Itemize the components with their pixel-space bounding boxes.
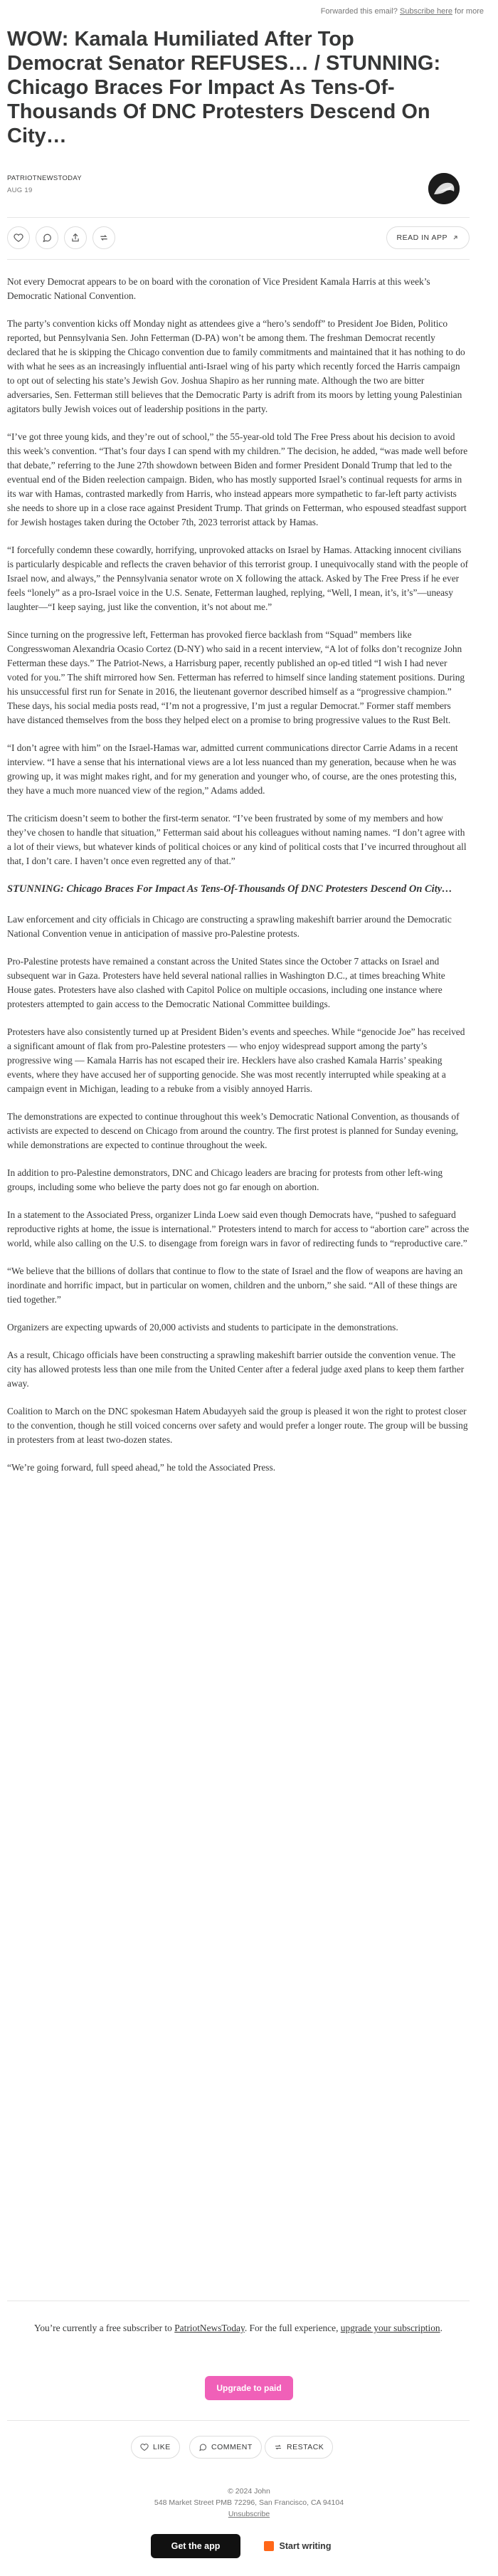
- footer-comment-button[interactable]: [189, 2436, 262, 2459]
- footer-restack-label: RESTACK: [287, 2443, 324, 2451]
- copyright-block: [0, 2486, 498, 2520]
- paragraph: Coalition to March on the DNC spokesman Hatem Abudayyeh said the group is pleased it won the right to protest closer to the convention, though he still voiced concerns over safety and would prefer a longer route. The group will be bussing in protesters from at least two-dozen states.: [7, 1406, 468, 1445]
- forward-notice: [321, 7, 484, 16]
- paragraph: Since turning on the progressive left, Fetterman has provoked fierce backlash from “Squad” members like Congresswoman Alexandria Ocasio Cortez (D-NY) who said in a recent interview, “A lot of folks don’t recognize John Fetterman these days.” The Patriot-News, a Harrisburg paper, recently published an op-ed titled “I wish I had never voted for you.” The shift mirrored how Sen. Fetterman has referred to himself since landing statement positions. During his unsuccessful first run for Senate in 2016, the lieutenant governor described himself as a “progressive champion.” These days, his social media posts read, “I’m not a progressive, I’m just a regular Democrat.” Former staff members have distanced themselves from the boss they helped elect on a promise to bring progressive values to the Rust Belt.: [7, 629, 465, 725]
- paragraph: Law enforcement and city officials in Chicago are constructing a sprawling makeshift barrier around the Democratic National Convention venue in anticipation of massive pro-Palestine protests.: [7, 914, 452, 939]
- restack-icon: [274, 2443, 282, 2451]
- footer-comment-label: COMMENT: [211, 2443, 253, 2451]
- heart-icon: [140, 2443, 149, 2451]
- heart-icon: [14, 233, 23, 243]
- divider: [7, 2420, 470, 2421]
- start-writing-label: Start writing: [279, 2541, 332, 2551]
- paragraph: The criticism doesn’t seem to bother the first-term senator. “I’ve been frustrated by some of my members and how they’ve chosen to handle that situation,” Fetterman said about his colleagues without naming names. “I don’t agree with a lot of their views, but whatever kinds of political choices or any kind of political costs that I’ve incurred throughout all that, I don’t care. I haven’t once even regretted any of that.”: [7, 813, 467, 866]
- comment-icon: [42, 233, 52, 243]
- divider: [7, 217, 470, 218]
- publication-link[interactable]: PatriotNewsToday: [174, 2323, 245, 2333]
- get-app-button[interactable]: Get the app: [151, 2534, 240, 2558]
- paragraph: Protesters have also consistently turned up at President Biden’s events and speeches. While “genocide Joe” has received a significant amount of flak from pro-Palestine protesters — who enjoy widespread support among the party’s progressive wing — Kamala Harris has not escaped their ire. Hecklers have also crashed Kamala Harris’ speaking events, where they have accused her of supporting genocide. She was most recently interrupted while speaking at a campaign event in Michigan, leading to a rebuke from a visibly annoyed Harris.: [7, 1026, 465, 1094]
- paragraph: In a statement to the Associated Press, organizer Linda Loew said even though Democrats have, “pushed to safeguard reproductive rights at home, the issue is international.” Protesters intend to march for access to “abortion care” across the world, while also calling on the U.S. to disengage from foreign wars in favor of redirecting funds to “reproductive care.”: [7, 1209, 470, 1248]
- mailing-address: 548 Market Street PMB 72296, San Francisco, CA 94104: [154, 2498, 344, 2507]
- arrow-out-icon: [452, 234, 459, 241]
- post-body: [7, 275, 470, 1488]
- footer-restack-button[interactable]: [265, 2436, 333, 2459]
- subscribe-link[interactable]: Subscribe here: [399, 7, 452, 16]
- share-button[interactable]: [64, 226, 87, 249]
- note-suffix: .: [440, 2323, 443, 2333]
- paragraph: “We believe that the billions of dollars that continue to flow to the state of Israel and the flow of weapons are having an inordinate and horrific impact, but in particular on women, children and the unborn,” she said. “All of these things are tied together.”: [7, 1266, 463, 1305]
- divider: [7, 259, 470, 260]
- author-avatar[interactable]: [428, 173, 460, 204]
- post-actions: [7, 226, 470, 252]
- unsubscribe-link[interactable]: Unsubscribe: [228, 2510, 270, 2518]
- post-author[interactable]: PATRIOTNEWSTODAY: [7, 174, 82, 182]
- restack-icon: [99, 233, 109, 243]
- forward-suffix: for more: [452, 7, 484, 16]
- note-prefix: You’re currently a free subscriber to: [34, 2323, 175, 2333]
- restack-button[interactable]: [92, 226, 115, 249]
- upgrade-link[interactable]: upgrade your subscription: [340, 2323, 440, 2333]
- paragraph: “I forcefully condemn these cowardly, horrifying, unprovoked attacks on Israel by Hamas. Attacking innocent civilians is particularly despicable and reflects the craven behavior of this terrorist group. I unequivocally stand with the people of Israel now, and always,” the Pennsylvania senator wrote on X following the attack. Asked by The Free Press if he ever feels “lonely” as a pro-Israel voice in the U.S. Senate, Fetterman laughed, replying, “Well, I mean, it’s, it’s”—uneasy laughter—“I keep saying, just like the convention, it’s not about me.”: [7, 545, 469, 612]
- comment-icon: [198, 2443, 207, 2451]
- subscriber-note: [7, 2320, 470, 2335]
- paragraph: Pro-Palestine protests have remained a constant across the United States since the October 7 attacks on Israel and subsequent war in Gaza. Protesters have held several national rallies in Washington D.C., at times breaching White House gates. Protesters have also clashed with Capitol Police on multiple occasions, including one instance where protesters attempted to gain access to the Democratic National Committee buildings.: [7, 956, 445, 1009]
- read-in-app-label: READ IN APP: [396, 233, 447, 242]
- substack-logo-icon: [264, 2541, 274, 2551]
- paragraph: “I don’t agree with him” on the Israel-Hamas war, admitted current communications director Carrie Adams in a recent interview. “I have a sense that his international views are a lot less nuanced than my generation, because when he was growing up, it was might makes right, and for my generation and younger who, of course, are the ones protesting this, they have a much more nuanced view of the region,” Adams added.: [7, 742, 458, 796]
- note-mid: . For the full experience,: [244, 2323, 341, 2333]
- paragraph: Organizers are expecting upwards of 20,000 activists and students to participate in the demonstrations.: [7, 1322, 398, 1332]
- paragraph: The party’s convention kicks off Monday night as attendees give a “hero’s sendoff” to President Joe Biden, Politico reported, but Pennsylvania Sen. John Fetterman (D-PA) won’t be among them. The freshman Democrat recently declared that he is skipping the Chicago convention due to family commitments and maintained that it has nothing to do with what he sees as an increasingly influential anti-Israel wing of his party which recently forced the Harris campaign to opt out of selecting his state’s Jewish Gov. Joshua Shapiro as her running mate. Although the two are bitter adversaries, Sen. Fetterman still believes that the Democratic Party is adrift from its moors by letting young Palestinian agitators bully Jewish voices out of leadership positions in the party.: [7, 318, 465, 414]
- paragraph: Not every Democrat appears to be on board with the coronation of Vice President Kamala Harris at this week’s Democratic National Convention.: [7, 276, 430, 301]
- copyright-text: © 2024 John: [228, 2487, 270, 2496]
- upgrade-button[interactable]: Upgrade to paid: [205, 2376, 293, 2400]
- post-date: AUG 19: [7, 186, 33, 194]
- subheading: STUNNING: Chicago Braces For Impact As Tens-Of-Thousands Of DNC Protesters Descend On City…: [7, 883, 452, 895]
- comment-button[interactable]: [36, 226, 58, 249]
- paragraph: As a result, Chicago officials have been constructing a sprawling makeshift barrier outside the convention venue. The city has allowed protests less than one mile from the United Center after a federal judge axed plans to keep them farther away.: [7, 1350, 465, 1389]
- footer-actions: [0, 2436, 498, 2459]
- start-writing-button[interactable]: [248, 2534, 347, 2558]
- read-in-app-button[interactable]: [386, 226, 470, 249]
- footer-like-button[interactable]: [131, 2436, 180, 2459]
- post-title[interactable]: WOW: Kamala Humiliated After Top Democrat Senator REFUSES… / STUNNING: Chicago Braces For Impact As Tens-Of-Thousands Of DNC Protesters Descend On City…: [7, 28, 441, 147]
- like-button[interactable]: [7, 226, 30, 249]
- paragraph: “I’ve got three young kids, and they’re out of school,” the 55-year-old told The Free Press about his decision to avoid this week’s convention. “That’s four days I can spend with my children.” The decision, he added, “was made well before that debate,” referring to the June 27th showdown between Biden and former President Donald Trump that led to the eventual end of the Biden reelection campaign. Biden, who has mostly supported Israel’s continual requests for arms in its war with Hamas, contrasted markedly from Harris, who instead appears more sympathetic to far-left party activists she needs to shore up in a close race against President Trump. That grinds on Fetterman, who espoused steadfast support for Jewish hostages taken during the October 7th, 2023 terrorist attack by Hamas.: [7, 431, 468, 527]
- paragraph: “We’re going forward, full speed ahead,” he told the Associated Press.: [7, 1462, 276, 1473]
- paragraph: The demonstrations are expected to continue throughout this week’s Democratic National Convention, as thousands of activists are expected to descend on Chicago from around the country. The first protest is planned for Sunday evening, while demonstrations are expected to continue throughout the week.: [7, 1111, 460, 1150]
- paragraph: In addition to pro-Palestine demonstrators, DNC and Chicago leaders are bracing for protests from other left-wing groups, including some who believe the party does not go far enough on abortion.: [7, 1167, 443, 1192]
- forward-prefix: Forwarded this email?: [320, 7, 400, 16]
- footer-like-label: LIKE: [153, 2443, 171, 2451]
- share-icon: [70, 233, 80, 243]
